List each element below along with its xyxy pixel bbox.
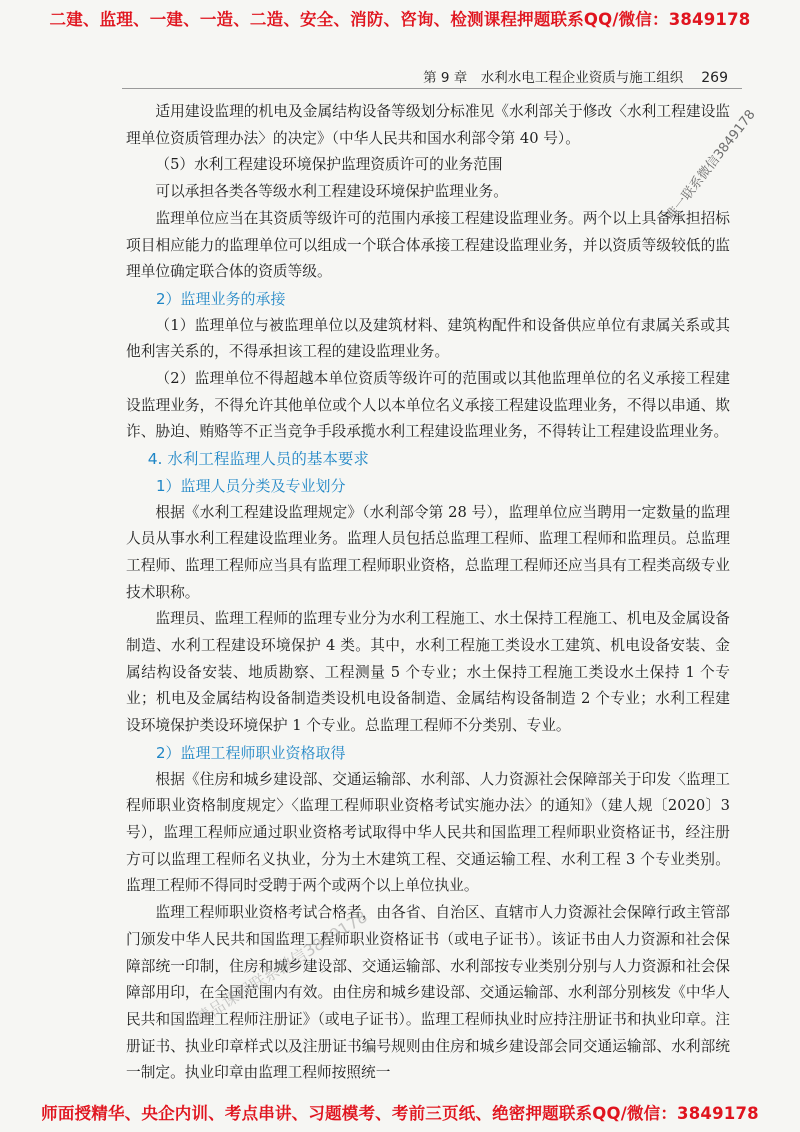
- subsection-heading: 2）监理业务的承接: [156, 289, 286, 308]
- header-rule: [122, 88, 742, 89]
- running-head: [423, 66, 728, 86]
- paragraph: （2）监理单位不得超越本单位资质等级许可的范围或以其他监理单位的名义承接工程建设监理业务，不得允许其他单位或个人以本单位名义承接工程建设监理业务，不得以串通、欺诈、胁迫、贿赂等不正当竞争手段承揽水利工程建设监理业务，不得转让工程建设监理业务。: [126, 370, 730, 441]
- chapter-title: 第 9 章 水利水电工程企业资质与施工组织: [423, 70, 684, 86]
- paragraph: 适用建设监理的机电及金属结构设备等级划分标准见《水利部关于修改〈水利工程建设监理单位资质管理办法〉的决定》（中华人民共和国水利部令第 40 号）。: [126, 103, 730, 147]
- paragraph: 根据《水利工程建设监理规定》（水利部令第 28 号），监理单位应当聘用一定数量的监理人员从事水利工程建设监理业务。监理人员包括总监理工程师、监理工程师和监理员。总监理工程师、监理工程师应当具有监理工程师职业资格，总监理工程师还应当具有工程类高级专业技术职称。: [126, 503, 730, 601]
- paragraph: 监理工程师职业资格考试合格者，由各省、自治区、直辖市人力资源社会保障行政主管部门颁发中华人民共和国监理工程师职业资格证书（或电子证书）。该证书由人力资源和社会保障部统一印制，住房和城乡建设部、交通运输部、水利部按专业类别分别与人力资源和社会保障部用印，在全国范围内有效。由住房和城乡建设部、交通运输部、水利部分别核发《中华人民共和国监理工程师注册证》（或电子证书）。监理工程师执业时应持注册证书和执业印章。注册证书、执业印章样式以及注册证书编号规则由住房和城乡建设部会同交通运输部、水利部统一制定。执业印章由监理工程师按照统一: [126, 904, 730, 1082]
- top-promo-banner: 二建、监理、一建、一造、二造、安全、消防、咨询、检测课程押题联系QQ/微信：3849178: [49, 10, 751, 29]
- paragraph: 监理单位应当在其资质等级许可的范围内承接工程建设监理业务。两个以上具备承担招标项目相应能力的监理单位可以组成一个联合体承接工程建设监理业务，并以资质等级较低的监理单位确定联合体的资质等级。: [126, 209, 730, 281]
- page-body: [126, 99, 730, 1087]
- paragraph: （1）监理单位与被监理单位以及建筑材料、建筑构配件和设备供应单位有隶属关系或其他利害关系的，不得承担该工程的建设监理业务。: [126, 316, 730, 361]
- page-number: 269: [701, 70, 728, 86]
- diagonal-watermark: 精品课程联系微信3849178: [191, 906, 371, 1029]
- bottom-promo-banner: 师面授精华、央企内训、考点串讲、习题模考、考前三页纸、绝密押题联系QQ/微信：3849178: [41, 1104, 759, 1123]
- paragraph: 监理员、监理工程师的监理专业分为水利工程施工、水土保持工程施工、机电及金属设备制造、水利工程建设环境保护 4 类。其中，水利工程施工类设水工建筑、机电设备安装、金属结构设备安装、地质勘察、工程测量 5 个专业；水土保持工程施工类设水土保持 1 个专业；机电及金属结构设备制造类设机电设备制造、金属结构设备制造 2 个专业；水利工程建设环境保护类设环境保护 1 个专业。总监理工程师不分类别、专业。: [126, 610, 730, 735]
- paragraph: 根据《住房和城乡建设部、交通运输部、水利部、人力资源社会保障部关于印发〈监理工程师职业资格制度规定〉〈监理工程师职业资格考试实施办法〉的通知》（建人规〔2020〕3 号），监理工程师应通过职业资格考试取得中华人民共和国监理工程师职业资格证书，经注册方可以监理工程师名义执业，分为土木建筑工程、交通运输工程、水利工程 3 个专业类别。监理工程师不得同时受聘于两个或两个以上单位执业。: [126, 770, 730, 895]
- subsection-heading: 2）监理工程师职业资格取得: [156, 743, 346, 762]
- paragraph: （5）水利工程建设环境保护监理资质许可的业务范围: [155, 156, 503, 174]
- subsection-heading: 1）监理人员分类及专业划分: [156, 476, 346, 495]
- side-watermark: 唯一联系微信3849178: [663, 107, 759, 224]
- section-heading: 4. 水利工程监理人员的基本要求: [147, 450, 369, 469]
- paragraph: 可以承担各类各等级水利工程建设环境保护监理业务。: [155, 183, 508, 201]
